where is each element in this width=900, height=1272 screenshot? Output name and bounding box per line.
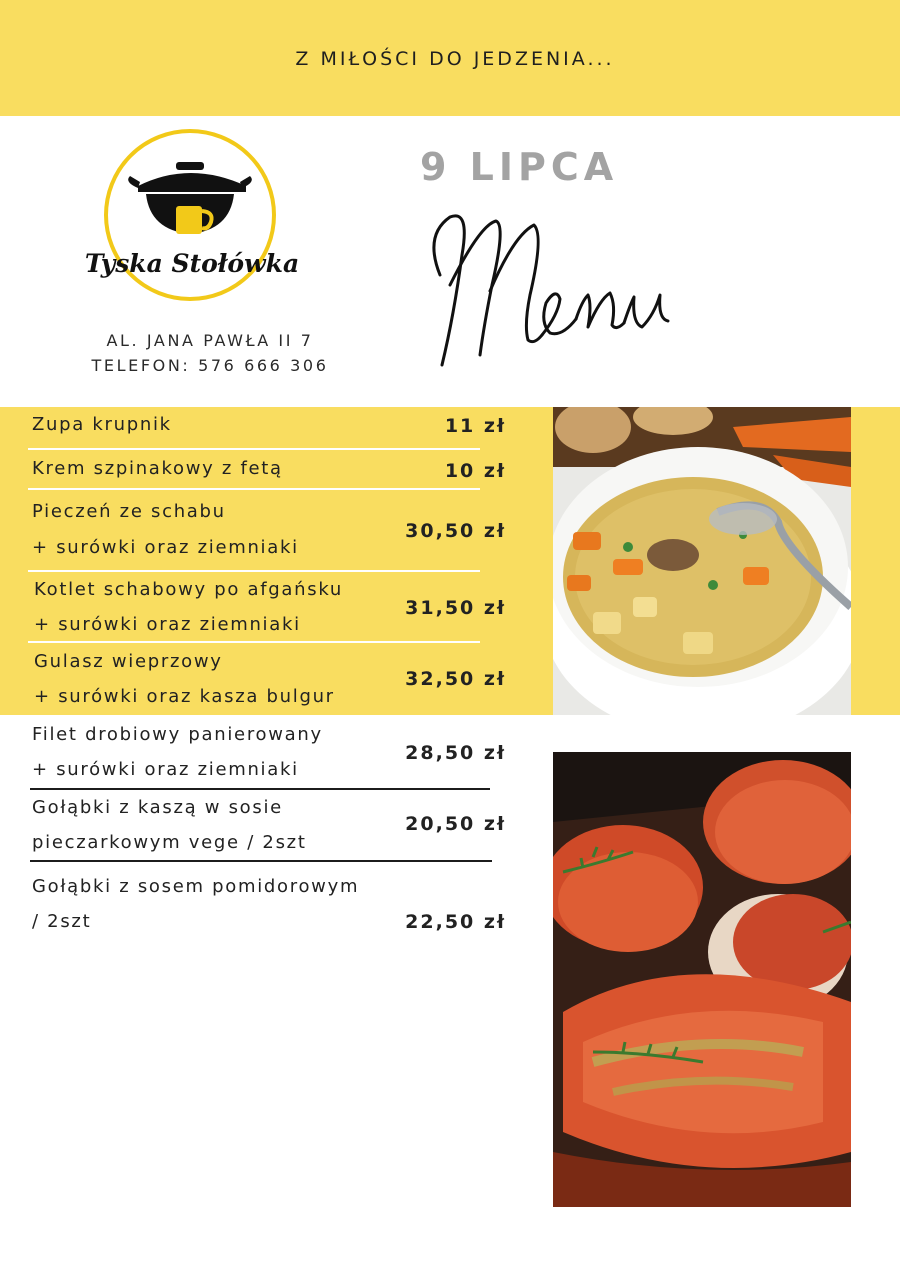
- divider: [28, 641, 480, 643]
- item-subline: / 2szt: [32, 911, 92, 932]
- item-name: Gulasz wieprzowy: [34, 651, 223, 672]
- item-price: 31,50 zł: [405, 597, 506, 619]
- brand-logo: [80, 126, 320, 316]
- item-subline: pieczarkowym vege / 2szt: [32, 832, 307, 853]
- divider: [28, 488, 480, 490]
- item-name: Gołąbki z kaszą w sosie: [32, 797, 283, 818]
- divider: [30, 788, 490, 790]
- item-subline: + surówki oraz kasza bulgur: [34, 686, 335, 707]
- item-name: Kotlet schabowy po afgańsku: [34, 579, 344, 600]
- divider: [30, 860, 492, 862]
- item-price: 22,50 zł: [405, 911, 506, 933]
- item-price: 11 zł: [444, 415, 506, 437]
- item-price: 20,50 zł: [405, 813, 506, 835]
- soup-photo: [553, 407, 851, 715]
- menu-date: 9 LIPCA: [420, 145, 619, 189]
- address-line: AL. JANA PAWŁA II 7: [106, 331, 314, 350]
- item-subline: + surówki oraz ziemniaki: [32, 759, 299, 780]
- item-name: Filet drobiowy panierowany: [32, 724, 323, 745]
- item-name: Krem szpinakowy z fetą: [32, 458, 283, 479]
- logo-pot-icon: [80, 126, 320, 316]
- item-name: Zupa krupnik: [32, 414, 172, 435]
- item-subline: + surówki oraz ziemniaki: [32, 537, 299, 558]
- menu-script-title: [410, 195, 680, 385]
- divider: [28, 570, 480, 572]
- item-name: Pieczeń ze schabu: [32, 501, 226, 522]
- item-price: 32,50 zł: [405, 668, 506, 690]
- item-price: 28,50 zł: [405, 742, 506, 764]
- item-price: 30,50 zł: [405, 520, 506, 542]
- item-price: 10 zł: [444, 460, 506, 482]
- cabbage-rolls-photo: [553, 752, 851, 1207]
- tagline: Z MIŁOŚCI DO JEDZENIA...: [295, 48, 615, 70]
- item-subline: + surówki oraz ziemniaki: [34, 614, 301, 635]
- phone-line: TELEFON: 576 666 306: [91, 356, 329, 375]
- divider: [28, 448, 480, 450]
- item-name: Gołąbki z sosem pomidorowym: [32, 876, 360, 897]
- brand-name: Tyska Stołówka: [84, 249, 300, 278]
